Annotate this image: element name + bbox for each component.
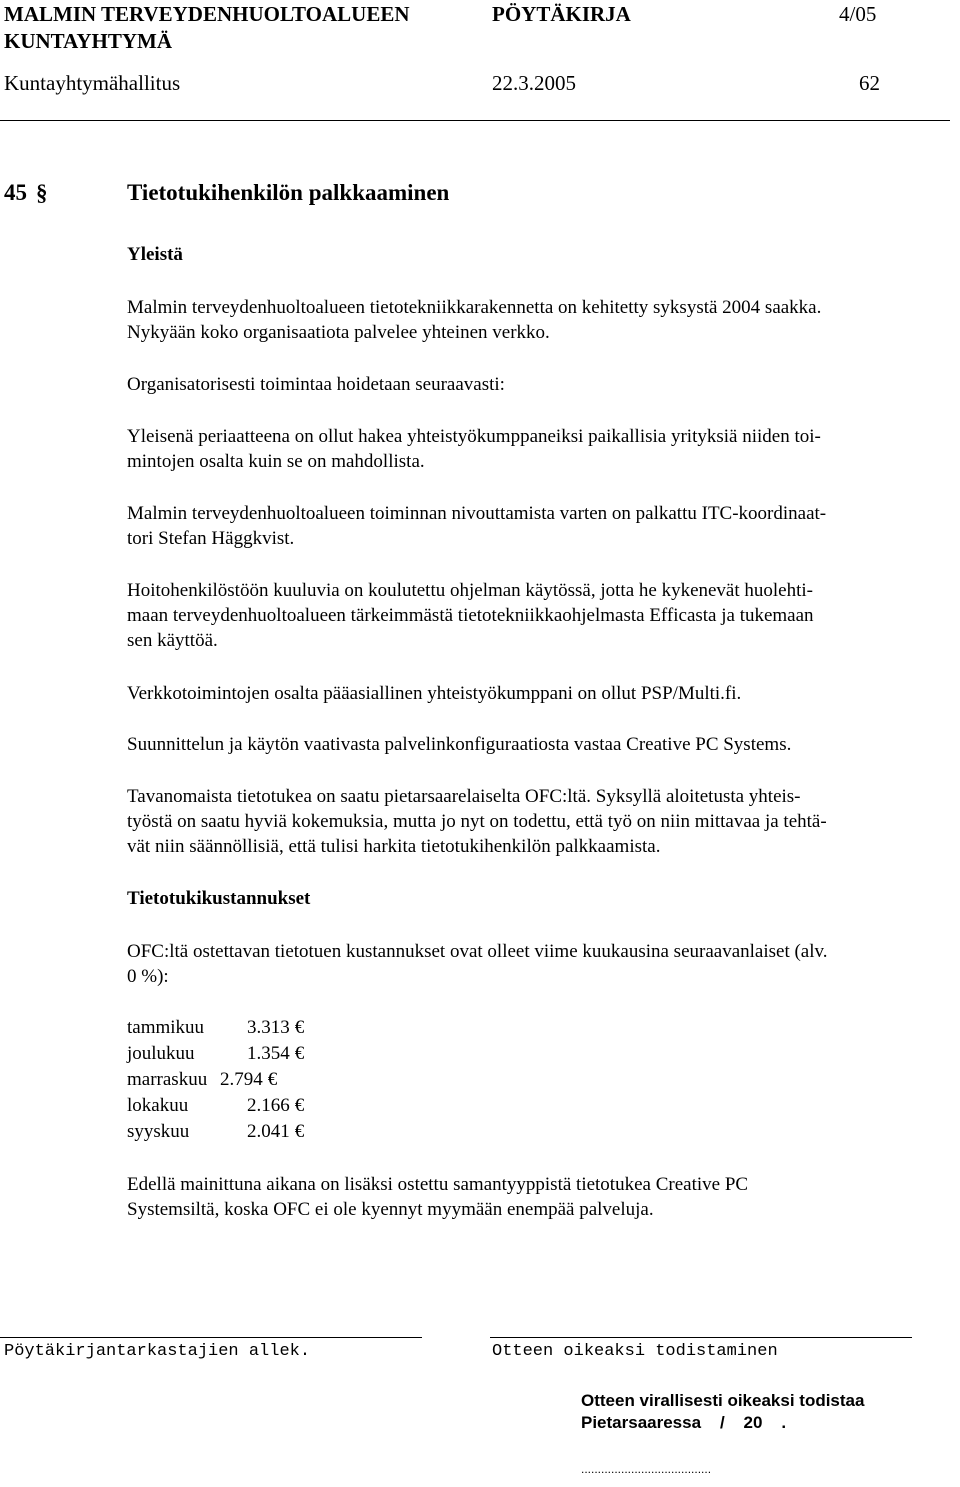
section-sign: § [36,180,48,205]
footer-signature-dots: ....................................... [581,1462,712,1476]
paragraph-line: 0 %): [127,966,169,987]
section-title: Tietotukihenkilön palkkaaminen [127,180,450,205]
paragraph-training [127,578,814,653]
paragraph-line: Verkkotoimintojen osalta pääasiallinen yhteistyökumppani on ollut PSP/Multi.fi. [127,683,742,704]
paragraph-line: mintojen osalta kuin se on mahdollista. [127,451,425,472]
cost-amount: 1.354 € [247,1043,305,1064]
cost-month: marraskuu [127,1069,208,1090]
paragraph-organisation [127,372,505,397]
header-doc-type: PÖYTÄKIRJA [492,2,631,26]
paragraph-line: Malmin terveydenhuoltoalueen toiminnan nivouttamista varten on palkattu ITC-koordinaat- [127,503,827,524]
paragraph-line: vät niin säännöllisiä, että tulisi harkita tietotukihenkilön palkkaamista. [127,836,661,857]
paragraph-line: Yleisenä periaatteena on ollut hakea yhteistyökumppaneiksi paikallisia yrityksiä niiden toi- [127,426,821,447]
cost-amount: 2.041 € [247,1121,305,1142]
paragraph-support [127,784,827,859]
paragraph-line: Edellä mainittuna aikana on lisäksi ostettu samantyyppistä tietotukea Creative PC [127,1174,749,1195]
paragraph-line: OFC:ltä ostettavan tietotuen kustannukset ovat olleet viime kuukausina seuraavanlaiset (alv. [127,941,828,962]
paragraph-line: Malmin terveydenhuoltoalueen tietotekniikkarakennetta on kehitetty syksystä 2004 saakka. [127,297,822,318]
paragraph-line: Suunnittelun ja käytön vaativasta palvelinkonfiguraatiosta vastaa Creative PC Systems. [127,734,792,755]
paragraph-line: työstä on saatu hyviä kokemuksia, mutta jo nyt on todettu, että työ on niin mittavaa ja tehtä- [127,811,827,832]
euro-symbol: € [294,1043,305,1064]
paragraph-principle [127,424,821,474]
paragraph-line: Systemsiltä, koska OFC ei ole kyennyt myymään enempää palveluja. [127,1199,654,1220]
header-date: 22.3.2005 [492,71,576,95]
cost-month: lokakuu [127,1095,189,1116]
cost-amount: 3.313 € [247,1017,305,1038]
paragraph-line: sen käyttöä. [127,630,218,651]
paragraph-line: tori Stefan Häggkvist. [127,528,295,549]
section-number: 45 [4,180,27,205]
paragraph-line: Nykyään koko organisaatiota palvelee yhteinen verkko. [127,322,550,343]
header-divider [0,120,950,121]
footer-rule-right [490,1337,912,1338]
header-page-number: 62 [859,71,880,95]
euro-symbol: € [294,1095,305,1116]
header-org-line2: KUNTAYHTYMÄ [4,29,173,53]
paragraph-line: maan terveydenhuoltoalueen tärkeimmästä tietotekniikkaohjelmasta Efficasta ja tukemaan [127,605,814,626]
paragraph-closing [127,1172,748,1222]
cost-month: joulukuu [127,1043,195,1064]
euro-symbol: € [294,1017,305,1038]
euro-symbol: € [294,1121,305,1142]
subheading-general: Yleistä [127,244,183,265]
cost-amount: 2.166 € [247,1095,305,1116]
paragraph-network [127,295,821,345]
header-body-name: Kuntayhtymähallitus [4,71,181,95]
cost-amount: 2.794 € [220,1069,278,1090]
paragraph-coordinator [127,501,826,551]
cost-month: syyskuu [127,1121,190,1142]
subheading-costs: Tietotukikustannukset [127,888,311,909]
cost-month: tammikuu [127,1017,205,1038]
paragraph-costs-intro [127,939,828,989]
paragraph-server [127,732,791,757]
header-page-ref: 4/05 [839,2,877,26]
footer-cert-line1: Otteen virallisesti oikeaksi todistaa [581,1391,865,1410]
euro-symbol: € [267,1069,278,1090]
footer-rule-left [0,1337,422,1338]
footer-reviewers-signature-label: Pöytäkirjantarkastajien allek. [4,1342,311,1361]
paragraph-line: Organisatorisesti toimintaa hoidetaan seuraavasti: [127,374,505,395]
paragraph-network-partner [127,681,741,706]
footer-certification-label: Otteen oikeaksi todistaminen [492,1342,778,1361]
paragraph-line: Hoitohenkilöstöön kuuluvia on koulutettu ohjelman käytössä, jotta he kykenevät huolehti- [127,580,813,601]
header-org-line1: MALMIN TERVEYDENHUOLTOALUEEN [4,2,410,26]
paragraph-line: Tavanomaista tietotukea on saatu pietarsaarelaiselta OFC:ltä. Syksyllä aloitetusta yhteis- [127,786,801,807]
footer-cert-line2: Pietarsaaressa / 20 . [581,1413,787,1432]
